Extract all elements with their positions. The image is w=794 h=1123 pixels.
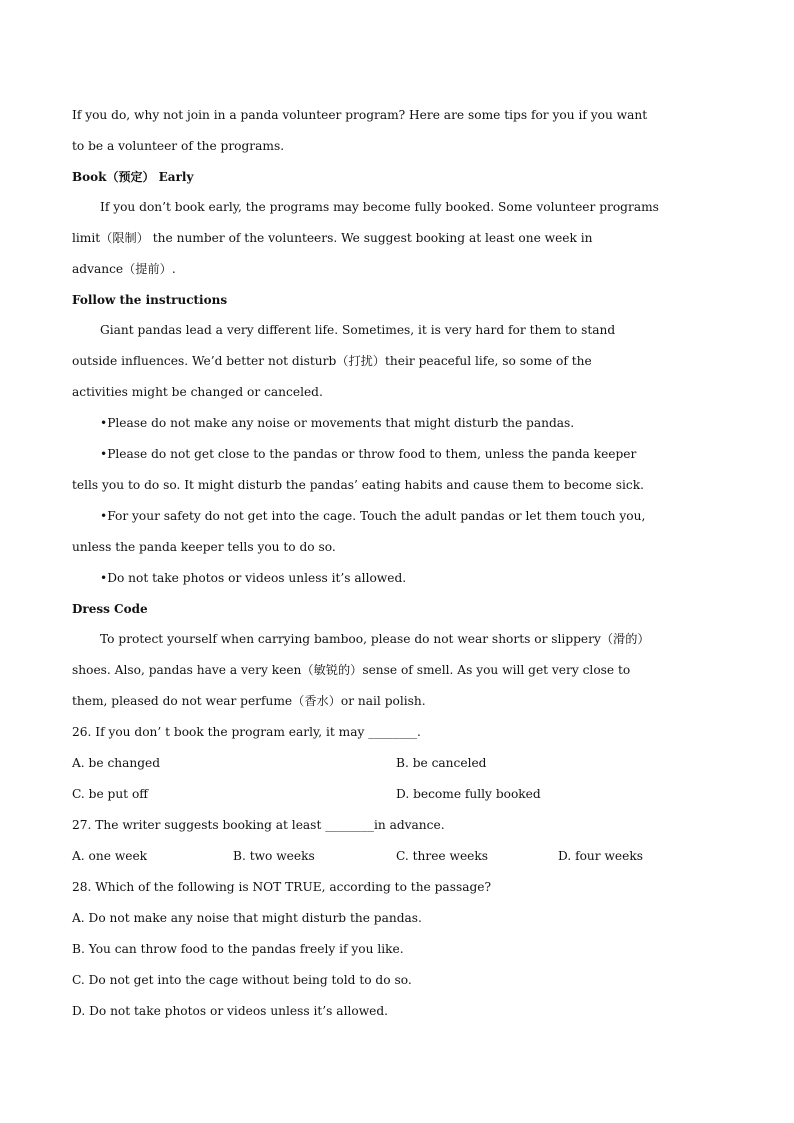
bullet-line: •Please do not get close to the pandas or throw food to them, unless the panda keeper xyxy=(100,447,637,461)
paragraph-line: activities might be changed or canceled. xyxy=(72,385,323,399)
question-stem: 28. Which of the following is NOT TRUE, according to the passage? xyxy=(72,880,492,894)
question-stem: 26. If you don’ t book the program early, it may ________. xyxy=(72,725,421,739)
option-row xyxy=(72,841,722,872)
intro-line: If you do, why not join in a panda volunteer program? Here are some tips for you if you want xyxy=(72,108,648,122)
bullet-line: •Do not take photos or videos unless it’s allowed. xyxy=(100,571,407,585)
paragraph-line: Giant pandas lead a very different life. Sometimes, it is very hard for them to stand xyxy=(100,323,616,337)
option: D. Do not take photos or videos unless it’s allowed. xyxy=(72,1004,389,1018)
paragraph-line: tells you to do so. It might disturb the pandas’ eating habits and cause them to become sick. xyxy=(72,478,644,492)
option: D. become fully booked xyxy=(396,787,541,801)
section-heading-book-early: Book（预定） Early xyxy=(72,170,194,184)
paragraph-line: them, pleased do not wear perfume（香水）or nail polish. xyxy=(72,694,426,708)
option: B. You can throw food to the pandas freely if you like. xyxy=(72,942,404,956)
paragraph-line: limit（限制） the number of the volunteers. We suggest booking at least one week in xyxy=(72,231,593,245)
paragraph-line: outside influences. We’d better not disturb（打扰）their peaceful life, so some of the xyxy=(72,354,592,368)
option: C. three weeks xyxy=(396,849,489,863)
bullet-line: •For your safety do not get into the cage. Touch the adult pandas or let them touch you, xyxy=(100,509,646,523)
section-heading-follow-instructions: Follow the instructions xyxy=(72,293,228,307)
option-row xyxy=(72,779,722,810)
option: A. Do not make any noise that might disturb the pandas. xyxy=(72,911,422,925)
option: A. one week xyxy=(72,849,148,863)
option: B. two weeks xyxy=(233,849,315,863)
option-row xyxy=(72,748,722,779)
document-page xyxy=(72,100,722,1027)
option: D. four weeks xyxy=(558,849,643,863)
paragraph-line: If you don’t book early, the programs may become fully booked. Some volunteer programs xyxy=(100,200,659,214)
paragraph-line: To protect yourself when carrying bamboo, please do not wear shorts or slippery（滑的） xyxy=(100,632,650,646)
option: C. Do not get into the cage without being told to do so. xyxy=(72,973,412,987)
option: C. be put off xyxy=(72,787,148,801)
option: A. be changed xyxy=(72,756,161,770)
paragraph-line: shoes. Also, pandas have a very keen（敏锐的）sense of smell. As you will get very close to xyxy=(72,663,631,677)
section-heading-dress-code: Dress Code xyxy=(72,602,148,616)
bullet-line: •Please do not make any noise or movements that might disturb the pandas. xyxy=(100,416,575,430)
intro-line: to be a volunteer of the programs. xyxy=(72,139,285,153)
option: B. be canceled xyxy=(396,756,487,770)
paragraph-line: advance（提前）. xyxy=(72,262,176,276)
question-stem: 27. The writer suggests booking at least ________in advance. xyxy=(72,818,445,832)
paragraph-line: unless the panda keeper tells you to do so. xyxy=(72,540,336,554)
